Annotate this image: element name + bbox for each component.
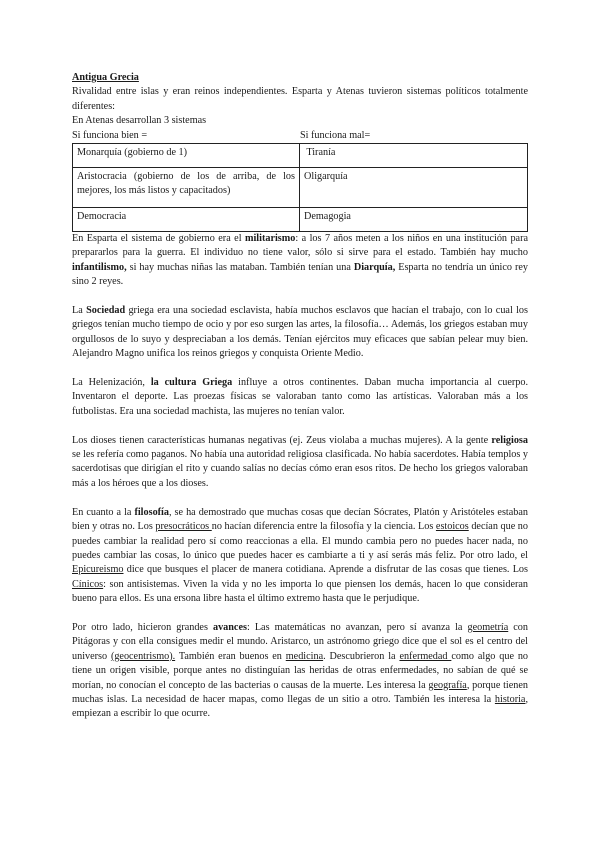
col-bad-label: Si funciona mal= — [300, 129, 371, 141]
atenas-line: En Atenas desarrollan 3 sistemas — [72, 115, 207, 127]
table-cell-bad: Oligarquía — [300, 168, 528, 208]
sociedad-paragraph: La Sociedad griega era una sociedad esclavista, había muchos esclavos que hacían el trabajo, con lo cual los griegos tenían mucho tiempo de ocio y por eso surgen las artes, la filosofía… Además, los griegos estaban muy orgullosos de lo suyo y despreciaban a los demás. Tenían ejércitos muy eficaces que sabían pelear muy bien. Alejandro Magno unifica los reinos griegos y conquista Oriente Medio. — [72, 305, 528, 360]
table-row — [73, 208, 528, 232]
cultura-paragraph: La Helenización, la cultura Griega influye a otros continentes. Daban mucha importancia al cuerpo. Inventaron el deporte. Las proezas físicas se valoraban tanto como las artísticas. Valoraban más a los futbolistas. Era una sociedad machista, las mujeres no tenían valor. — [72, 377, 529, 417]
avances-paragraph: Por otro lado, hicieron grandes avances: Las matemáticas no avanzan, pero sí avanza la geometría con Pitágoras y con ella consigues medir el mundo. Aristarco, un astrónomo griego dice que el sol es el centro del universo (geocentrismo). También eran buenos en medicina. Descubrieron la enfermedad como algo que no tiene un origen visible, porque antes no distinguían las heridas de otras enfermedades, no sabían de qué se morían, no conocían el concepto de las bacterias o causas de la muerte. Les interesa la geografía, porque tienen muchas islas. La necesidad de hacer mapas, como llegas de un sitio a otro. También les interesa la historia, empiezan a escribir lo que ocurre. — [72, 621, 529, 720]
table-cell-bad: Tiranía — [300, 144, 528, 168]
filosofia-paragraph: En cuanto a la filosofía, se ha demostrado que muchas cosas que decían Sócrates, Platón y Aristóteles estaban bien y otras no. Los presocráticos no hacían diferencia entre la filosofía y la ciencia. Los estoicos decían que no puedes cambiar la realidad pero sí como reaccionas a ella. El mundo cambia pero no puedes hacer nada, no puedes cambiar las cosas, lo único que puedes hacer es cambiarte a ti y así serás más feliz. Por otro lado, el Epicureismo dice que busques el placer de manera cotidiana. Aprende a disfrutar de las cosas que tienes. Los Cínicos: son antisistemas. Viven la vida y no les importa lo que piensen los demás, hacen lo que consideran bueno para ellos. Es una ersona libre hasta el último extremo hasta que le perjudique. — [72, 506, 528, 605]
col-good-label: Si funciona bien = — [72, 129, 148, 141]
intro-paragraph: Rivalidad entre islas y eran reinos independientes. Esparta y Atenas tuvieron sistemas políticos totalmente diferentes: — [72, 86, 528, 112]
table-cell-good: Monarquía (gobierno de 1) — [73, 144, 300, 168]
table-cell-good: Aristocracia (gobierno de los de arriba, de los mejores, los más listos y capacitados) — [73, 168, 300, 208]
table-cell-bad: Demagogia — [300, 208, 528, 232]
esparta-paragraph: En Esparta el sistema de gobierno era el militarismo: a los 7 años meten a los niños en una institución para prepararlos para la guerra. El individuo no tiene valor, sólo si sirve para el estado. También hay mucho infantilismo, si hay muchas niñas las mataban. También tenían una Diarquía, Esparta no tendría un único rey sino 2 reyes. — [72, 233, 528, 288]
table-column-headers — [72, 129, 528, 143]
religion-paragraph: Los dioses tienen características humanas negativas (ej. Zeus violaba a muchas mujeres). A la gente religiosa se les refería como paganos. No había una autoridad religiosa clasificada. No había sacerdotes. Había templos y sacerdotisas que dirigían el rito y cuando salías no decías cómo eran esos ritos. De hecho los griegos valoraban más a los héroes que a los dioses. — [72, 434, 528, 489]
document-page — [72, 71, 528, 722]
table-row — [73, 168, 528, 208]
table-row — [73, 144, 528, 168]
government-systems-table — [72, 143, 528, 232]
document-title: Antigua Grecia — [72, 72, 139, 83]
table-cell-good: Democracia — [73, 208, 300, 232]
